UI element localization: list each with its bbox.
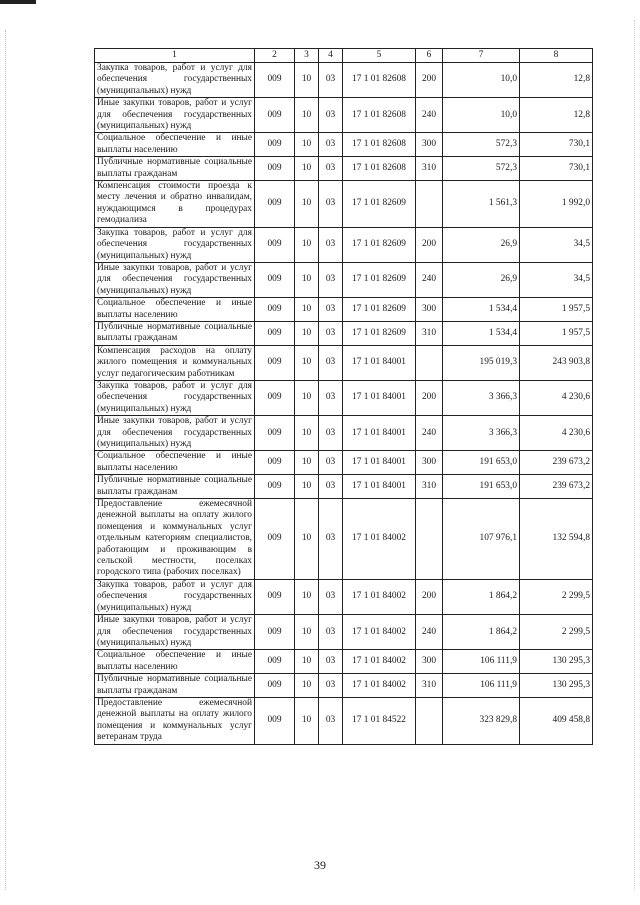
subsection-code-cell: 03: [319, 380, 343, 415]
table-row: [95, 157, 593, 181]
amount-cell-col7: 107 976,1: [443, 499, 520, 580]
column-header: 1: [95, 49, 255, 63]
table-row: [95, 416, 593, 451]
column-header: 2: [255, 49, 295, 63]
amount-cell-col7: 191 653,0: [443, 475, 520, 499]
ministry-code-cell: 009: [255, 674, 295, 698]
column-header: 3: [295, 49, 319, 63]
amount-cell-col8: 34,5: [520, 262, 593, 297]
item-name-cell: Публичные нормативные социальные выплаты гражданам: [95, 674, 255, 698]
expense-type-cell: 310: [416, 475, 443, 499]
target-article-cell: 17 1 01 82608: [343, 63, 416, 98]
expense-type-cell: 310: [416, 321, 443, 345]
column-header: 7: [443, 49, 520, 63]
ministry-code-cell: 009: [255, 475, 295, 499]
ministry-code-cell: 009: [255, 615, 295, 650]
section-code-cell: 10: [295, 674, 319, 698]
subsection-code-cell: 03: [319, 416, 343, 451]
table-row: [95, 98, 593, 133]
scan-edge-mark: [0, 0, 36, 4]
item-name-cell: Иные закупки товаров, работ и услуг для обеспечения государственных (муниципальных) нужд: [95, 98, 255, 133]
amount-cell-col7: 26,9: [443, 262, 520, 297]
section-code-cell: 10: [295, 181, 319, 228]
section-code-cell: 10: [295, 380, 319, 415]
expense-type-cell: 300: [416, 650, 443, 674]
expense-type-cell: 300: [416, 133, 443, 157]
subsection-code-cell: 03: [319, 133, 343, 157]
amount-cell-col7: 1 534,4: [443, 321, 520, 345]
amount-cell-col8: 4 230,6: [520, 380, 593, 415]
target-article-cell: 17 1 01 84522: [343, 697, 416, 744]
amount-cell-col8: 130 295,3: [520, 650, 593, 674]
amount-cell-col7: 3 366,3: [443, 416, 520, 451]
subsection-code-cell: 03: [319, 345, 343, 380]
item-name-cell: Иные закупки товаров, работ и услуг для обеспечения государственных (муниципальных) нужд: [95, 416, 255, 451]
ministry-code-cell: 009: [255, 98, 295, 133]
subsection-code-cell: 03: [319, 181, 343, 228]
target-article-cell: 17 1 01 84001: [343, 380, 416, 415]
ministry-code-cell: 009: [255, 499, 295, 580]
amount-cell-col7: 1 864,2: [443, 579, 520, 614]
target-article-cell: 17 1 01 82608: [343, 133, 416, 157]
amount-cell-col7: 10,0: [443, 63, 520, 98]
target-article-cell: 17 1 01 84002: [343, 499, 416, 580]
target-article-cell: 17 1 01 84002: [343, 650, 416, 674]
item-name-cell: Предоставление ежемесячной денежной выплаты на оплату жилого помещения и коммунальных услуг ветеранам труда: [95, 697, 255, 744]
section-code-cell: 10: [295, 298, 319, 322]
subsection-code-cell: 03: [319, 697, 343, 744]
amount-cell-col7: 1 534,4: [443, 298, 520, 322]
subsection-code-cell: 03: [319, 298, 343, 322]
amount-cell-col8: 730,1: [520, 133, 593, 157]
table-row: [95, 181, 593, 228]
section-code-cell: 10: [295, 475, 319, 499]
expense-type-cell: 240: [416, 262, 443, 297]
amount-cell-col7: 572,3: [443, 157, 520, 181]
amount-cell-col8: 1 957,5: [520, 321, 593, 345]
section-code-cell: 10: [295, 416, 319, 451]
amount-cell-col8: 132 594,8: [520, 499, 593, 580]
table-row: [95, 63, 593, 98]
expense-type-cell: 240: [416, 98, 443, 133]
section-code-cell: 10: [295, 579, 319, 614]
ministry-code-cell: 009: [255, 697, 295, 744]
expense-type-cell: [416, 345, 443, 380]
item-name-cell: Закупка товаров, работ и услуг для обеспечения государственных (муниципальных) нужд: [95, 579, 255, 614]
target-article-cell: 17 1 01 84001: [343, 416, 416, 451]
subsection-code-cell: 03: [319, 451, 343, 475]
amount-cell-col7: 191 653,0: [443, 451, 520, 475]
table-row: [95, 345, 593, 380]
amount-cell-col7: 106 111,9: [443, 650, 520, 674]
table-row: [95, 615, 593, 650]
amount-cell-col8: 409 458,8: [520, 697, 593, 744]
item-name-cell: Закупка товаров, работ и услуг для обеспечения государственных (муниципальных) нужд: [95, 380, 255, 415]
table-row: [95, 321, 593, 345]
ministry-code-cell: 009: [255, 451, 295, 475]
subsection-code-cell: 03: [319, 227, 343, 262]
ministry-code-cell: 009: [255, 262, 295, 297]
amount-cell-col7: 195 019,3: [443, 345, 520, 380]
table-row: [95, 133, 593, 157]
expense-type-cell: 200: [416, 380, 443, 415]
target-article-cell: 17 1 01 84002: [343, 674, 416, 698]
ministry-code-cell: 009: [255, 133, 295, 157]
target-article-cell: 17 1 01 84001: [343, 345, 416, 380]
item-name-cell: Иные закупки товаров, работ и услуг для обеспечения государственных (муниципальных) нужд: [95, 615, 255, 650]
subsection-code-cell: 03: [319, 157, 343, 181]
subsection-code-cell: 03: [319, 262, 343, 297]
target-article-cell: 17 1 01 82608: [343, 157, 416, 181]
section-code-cell: 10: [295, 227, 319, 262]
target-article-cell: 17 1 01 84001: [343, 475, 416, 499]
table-row: [95, 674, 593, 698]
table-body: [95, 63, 593, 745]
ministry-code-cell: 009: [255, 321, 295, 345]
item-name-cell: Иные закупки товаров, работ и услуг для обеспечения государственных (муниципальных) нужд: [95, 262, 255, 297]
column-header: 5: [343, 49, 416, 63]
expense-type-cell: 200: [416, 227, 443, 262]
amount-cell-col7: 572,3: [443, 133, 520, 157]
section-code-cell: 10: [295, 615, 319, 650]
amount-cell-col8: 730,1: [520, 157, 593, 181]
expense-type-cell: 200: [416, 63, 443, 98]
table-row: [95, 579, 593, 614]
item-name-cell: Компенсация расходов на оплату жилого помещения и коммунальных услуг педагогическим работникам: [95, 345, 255, 380]
amount-cell-col7: 10,0: [443, 98, 520, 133]
table-row: [95, 451, 593, 475]
amount-cell-col7: 106 111,9: [443, 674, 520, 698]
column-header: 8: [520, 49, 593, 63]
table-row: [95, 262, 593, 297]
ministry-code-cell: 009: [255, 181, 295, 228]
ministry-code-cell: 009: [255, 650, 295, 674]
ministry-code-cell: 009: [255, 380, 295, 415]
amount-cell-col8: 4 230,6: [520, 416, 593, 451]
table-row: [95, 650, 593, 674]
subsection-code-cell: 03: [319, 650, 343, 674]
expense-type-cell: [416, 697, 443, 744]
section-code-cell: 10: [295, 63, 319, 98]
scan-edge-left: [5, 30, 7, 890]
item-name-cell: Публичные нормативные социальные выплаты гражданам: [95, 157, 255, 181]
section-code-cell: 10: [295, 98, 319, 133]
section-code-cell: 10: [295, 321, 319, 345]
amount-cell-col8: 2 299,5: [520, 579, 593, 614]
column-header: 6: [416, 49, 443, 63]
table-row: [95, 697, 593, 744]
target-article-cell: 17 1 01 84002: [343, 615, 416, 650]
expense-type-cell: [416, 181, 443, 228]
expense-type-cell: 240: [416, 416, 443, 451]
scan-edge-right: [634, 20, 636, 890]
section-code-cell: 10: [295, 650, 319, 674]
item-name-cell: Социальное обеспечение и иные выплаты населению: [95, 451, 255, 475]
subsection-code-cell: 03: [319, 499, 343, 580]
table-row: [95, 227, 593, 262]
section-code-cell: 10: [295, 157, 319, 181]
target-article-cell: 17 1 01 82609: [343, 227, 416, 262]
table-header-row: [95, 49, 593, 63]
target-article-cell: 17 1 01 82609: [343, 321, 416, 345]
section-code-cell: 10: [295, 262, 319, 297]
expense-type-cell: 200: [416, 579, 443, 614]
amount-cell-col7: 323 829,8: [443, 697, 520, 744]
subsection-code-cell: 03: [319, 674, 343, 698]
ministry-code-cell: 009: [255, 416, 295, 451]
target-article-cell: 17 1 01 82609: [343, 181, 416, 228]
section-code-cell: 10: [295, 697, 319, 744]
subsection-code-cell: 03: [319, 475, 343, 499]
ministry-code-cell: 009: [255, 63, 295, 98]
subsection-code-cell: 03: [319, 579, 343, 614]
target-article-cell: 17 1 01 84001: [343, 451, 416, 475]
table-row: [95, 475, 593, 499]
subsection-code-cell: 03: [319, 98, 343, 133]
ministry-code-cell: 009: [255, 157, 295, 181]
amount-cell-col7: 1 864,2: [443, 615, 520, 650]
table-row: [95, 380, 593, 415]
expense-type-cell: [416, 499, 443, 580]
budget-table: [94, 48, 593, 745]
subsection-code-cell: 03: [319, 63, 343, 98]
amount-cell-col8: 239 673,2: [520, 451, 593, 475]
section-code-cell: 10: [295, 345, 319, 380]
subsection-code-cell: 03: [319, 321, 343, 345]
amount-cell-col8: 12,8: [520, 98, 593, 133]
section-code-cell: 10: [295, 499, 319, 580]
item-name-cell: Компенсация стоимости проезда к месту лечения и обратно инвалидам, нуждающимся в процедурах гемодиализа: [95, 181, 255, 228]
amount-cell-col8: 2 299,5: [520, 615, 593, 650]
amount-cell-col8: 34,5: [520, 227, 593, 262]
amount-cell-col8: 12,8: [520, 63, 593, 98]
amount-cell-col8: 1 992,0: [520, 181, 593, 228]
expense-type-cell: 310: [416, 157, 443, 181]
target-article-cell: 17 1 01 82609: [343, 262, 416, 297]
target-article-cell: 17 1 01 82608: [343, 98, 416, 133]
ministry-code-cell: 009: [255, 298, 295, 322]
amount-cell-col8: 1 957,5: [520, 298, 593, 322]
expense-type-cell: 240: [416, 615, 443, 650]
amount-cell-col8: 243 903,8: [520, 345, 593, 380]
target-article-cell: 17 1 01 84002: [343, 579, 416, 614]
expense-type-cell: 310: [416, 674, 443, 698]
page-number: 39: [314, 858, 326, 872]
item-name-cell: Социальное обеспечение и иные выплаты населению: [95, 133, 255, 157]
item-name-cell: Предоставление ежемесячной денежной выплаты на оплату жилого помещения и коммунальных услуг отдельным категориям специалистов, работающим и проживающим в сельской местности, поселках городского типа (рабочих поселках): [95, 499, 255, 580]
item-name-cell: Социальное обеспечение и иные выплаты населению: [95, 650, 255, 674]
section-code-cell: 10: [295, 133, 319, 157]
table-row: [95, 298, 593, 322]
amount-cell-col7: 1 561,3: [443, 181, 520, 228]
subsection-code-cell: 03: [319, 615, 343, 650]
ministry-code-cell: 009: [255, 579, 295, 614]
amount-cell-col8: 130 295,3: [520, 674, 593, 698]
column-header: 4: [319, 49, 343, 63]
item-name-cell: Публичные нормативные социальные выплаты гражданам: [95, 475, 255, 499]
item-name-cell: Закупка товаров, работ и услуг для обеспечения государственных (муниципальных) нужд: [95, 63, 255, 98]
ministry-code-cell: 009: [255, 227, 295, 262]
section-code-cell: 10: [295, 451, 319, 475]
expense-type-cell: 300: [416, 298, 443, 322]
item-name-cell: Закупка товаров, работ и услуг для обеспечения государственных (муниципальных) нужд: [95, 227, 255, 262]
ministry-code-cell: 009: [255, 345, 295, 380]
expense-type-cell: 300: [416, 451, 443, 475]
item-name-cell: Социальное обеспечение и иные выплаты населению: [95, 298, 255, 322]
amount-cell-col7: 26,9: [443, 227, 520, 262]
target-article-cell: 17 1 01 82609: [343, 298, 416, 322]
amount-cell-col7: 3 366,3: [443, 380, 520, 415]
item-name-cell: Публичные нормативные социальные выплаты гражданам: [95, 321, 255, 345]
amount-cell-col8: 239 673,2: [520, 475, 593, 499]
table-row: [95, 499, 593, 580]
